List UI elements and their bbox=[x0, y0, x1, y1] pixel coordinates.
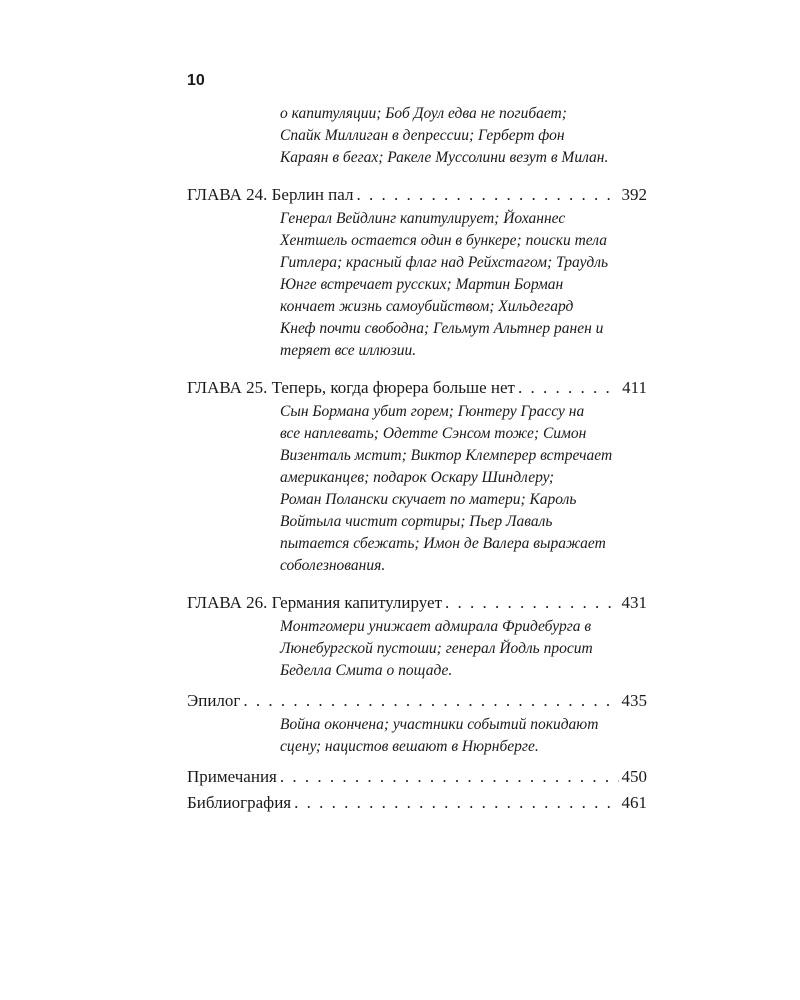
dot-leader bbox=[356, 182, 618, 208]
entry-page: 411 bbox=[622, 378, 647, 397]
entry-title: Библиография bbox=[187, 793, 292, 812]
entry-title: Эпилог bbox=[187, 691, 241, 710]
entry-page: 431 bbox=[621, 593, 647, 612]
dot-leader bbox=[518, 375, 619, 401]
toc-entry-chapter-26[interactable] bbox=[187, 590, 647, 616]
dot-leader bbox=[280, 764, 619, 790]
entry-page: 435 bbox=[621, 691, 647, 710]
intro-description: о капитуляции; Боб Доул едва не погибает; Спайк Миллиган в депрессии; Герберт фон Караян в бегах; Ракеле Муссолини везут в Милан. bbox=[280, 105, 609, 166]
dot-leader bbox=[294, 790, 618, 816]
page-number: 10 bbox=[187, 72, 205, 89]
entry-page: 461 bbox=[621, 793, 647, 812]
chapter-26-description: Монтгомери унижает адмирала Фридебурга в Люнебургской пустоши; генерал Йодль просит Беделла Смита о пощаде. bbox=[280, 618, 593, 679]
toc-entry-bibliography[interactable] bbox=[187, 790, 647, 816]
toc-entry-notes[interactable] bbox=[187, 764, 647, 790]
table-of-contents bbox=[187, 103, 647, 816]
entry-title: ГЛАВА 24. Берлин пал bbox=[187, 185, 354, 204]
epilogue-description: Война окончена; участники событий покидают сцену; нацистов вешают в Нюрнберге. bbox=[280, 716, 599, 755]
entry-page: 450 bbox=[621, 767, 647, 786]
entry-title: ГЛАВА 26. Германия капитулирует bbox=[187, 593, 443, 612]
toc-entry-epilogue[interactable] bbox=[187, 688, 647, 714]
entry-page: 392 bbox=[621, 185, 647, 204]
dot-leader bbox=[445, 590, 618, 616]
dot-leader bbox=[243, 688, 618, 714]
chapter-25-description: Сын Бормана убит горем; Гюнтеру Грассу на все наплевать; Одетте Сэнсом тоже; Симон Визенталь мстит; Виктор Клемперер встречает американцев; подарок Оскару Шиндлеру; Роман Полански скучает по матери; Кароль Войтыла чистит сортиры; Пьер Лаваль пытается сбежать; Имон де Валера выражает соболезнования. bbox=[280, 403, 613, 574]
entry-title: ГЛАВА 25. Теперь, когда фюрера больше нет bbox=[187, 378, 515, 397]
toc-entry-chapter-24[interactable] bbox=[187, 182, 647, 208]
chapter-24-description: Генерал Вейдлинг капитулирует; Йоханнес Хентшель остается один в бункере; поиски тела Гитлера; красный флаг над Рейхстагом; Траудль Юнге встречает русских; Мартин Борман кончает жизнь самоубийством; Хильдегард Кнеф почти свободна; Гельмут Альтнер ранен и теряет все иллюзии. bbox=[280, 210, 609, 359]
toc-entry-chapter-25[interactable] bbox=[187, 375, 647, 401]
entry-title: Примечания bbox=[187, 767, 277, 786]
